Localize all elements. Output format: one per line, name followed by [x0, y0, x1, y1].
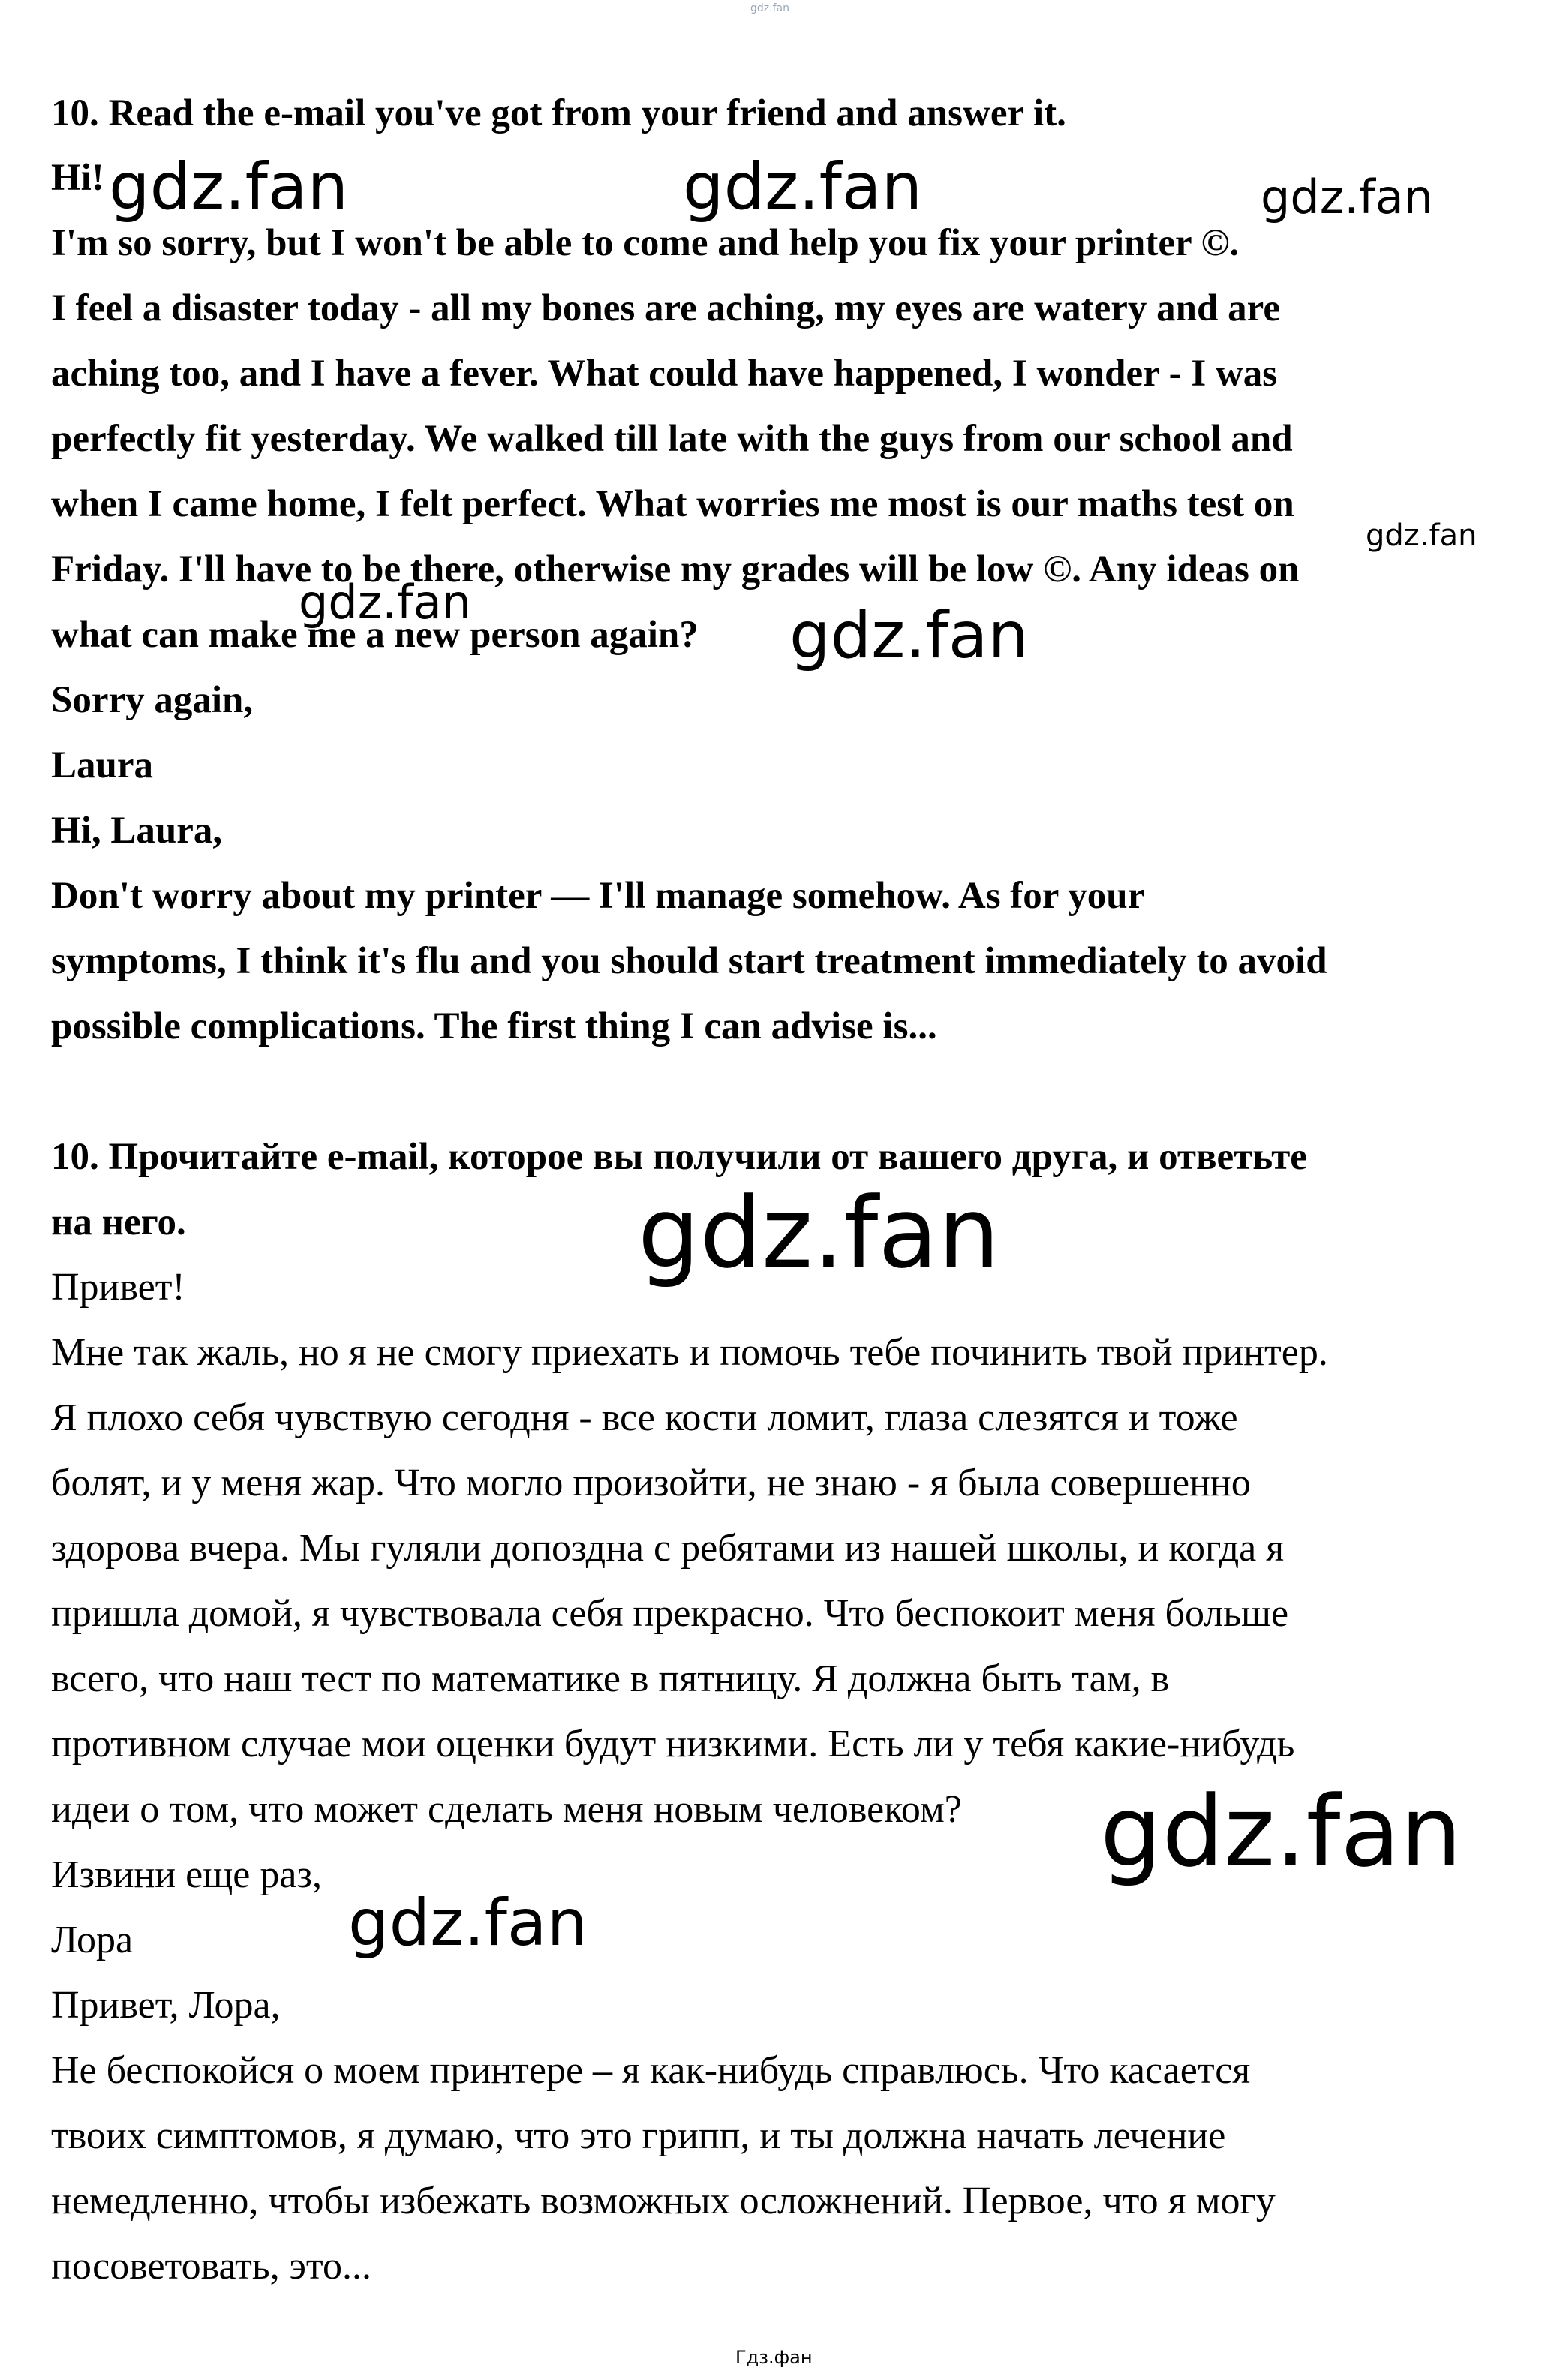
russian-line: немедленно, чтобы избежать возможных осложнений. Первое, что я могу [51, 2180, 1276, 2222]
russian-line: посоветовать, это... [51, 2245, 371, 2288]
watermark: gdz.fan [638, 1176, 1000, 1290]
russian-line: болят, и у меня жар. Что могло произойти, не знаю - я была совершенно [51, 1462, 1251, 1504]
russian-line: Мне так жаль, но я не смогу приехать и помочь тебе починить твой принтер. [51, 1331, 1328, 1374]
english-line: Sorry again, [51, 679, 254, 721]
russian-line: Не беспокойся о моем принтере – я как-нибудь справлюсь. Что касается [51, 2049, 1251, 2092]
watermark: gdz.fan [789, 598, 1029, 673]
russian-heading: 10. Прочитайте e-mail, которое вы получили от вашего друга, и ответьте [51, 1136, 1307, 1178]
watermark: gdz.fan [683, 149, 923, 224]
russian-line: пришла домой, я чувствовала себя прекрасно. Что беспокоит меня больше [51, 1592, 1289, 1635]
russian-line: идеи о том, что может сделать меня новым человеком? [51, 1788, 962, 1831]
english-line: Hi, Laura, [51, 810, 223, 852]
english-line: perfectly fit yesterday. We walked till late with the guys from our school and [51, 418, 1293, 460]
english-line: I feel a disaster today - all my bones are aching, my eyes are watery and are [51, 287, 1280, 329]
russian-line: Привет, Лора, [51, 1984, 281, 2027]
russian-heading: на него. [51, 1201, 186, 1243]
watermark: gdz.fan [1100, 1774, 1462, 1889]
watermark: gdz.fan [348, 1886, 588, 1961]
english-line: aching too, and I have a fever. What could have happened, I wonder - I was [51, 353, 1278, 395]
russian-line: Лора [51, 1919, 134, 1961]
watermark-top: gdz.fan [750, 2, 789, 14]
footer-watermark: Гдз.фан [735, 2347, 813, 2368]
watermark: gdz.fan [299, 575, 472, 630]
english-line: Friday. I'll have to be there, otherwise my grades will be low ©. Any ideas on [51, 548, 1300, 590]
english-line: symptoms, I think it's flu and you should start treatment immediately to avoid [51, 940, 1327, 982]
english-line: I'm so sorry, but I won't be able to come and help you fix your printer ©. [51, 222, 1240, 264]
russian-line: Привет! [51, 1266, 185, 1309]
russian-line: Извини еще раз, [51, 1853, 322, 1896]
watermark: gdz.fan [109, 149, 349, 224]
english-line: possible complications. The first thing I can advise is... [51, 1005, 937, 1047]
russian-line: здорова вчера. Мы гуляли допоздна с ребятами из нашей школы, и когда я [51, 1527, 1285, 1570]
english-line: what can make me a new person again? [51, 614, 699, 656]
english-heading: 10. Read the e-mail you've got from your friend and answer it. [51, 92, 1066, 134]
watermark: gdz.fan [1261, 170, 1434, 224]
english-line: Laura [51, 744, 154, 786]
russian-line: всего, что наш тест по математике в пятницу. Я должна быть там, в [51, 1657, 1170, 1700]
english-line: when I came home, I felt perfect. What worries me most is our maths test on [51, 483, 1294, 525]
english-line: Hi! [51, 157, 104, 199]
watermark: gdz.fan [1366, 518, 1477, 553]
russian-line: твоих симптомов, я думаю, что это грипп, и ты должна начать лечение [51, 2114, 1226, 2157]
english-line: Don't worry about my printer — I'll manage somehow. As for your [51, 875, 1145, 917]
russian-line: Я плохо себя чувствую сегодня - все кости ломит, глаза слезятся и тоже [51, 1396, 1238, 1439]
russian-line: противном случае мои оценки будут низкими. Есть ли у тебя какие-нибудь [51, 1723, 1295, 1765]
